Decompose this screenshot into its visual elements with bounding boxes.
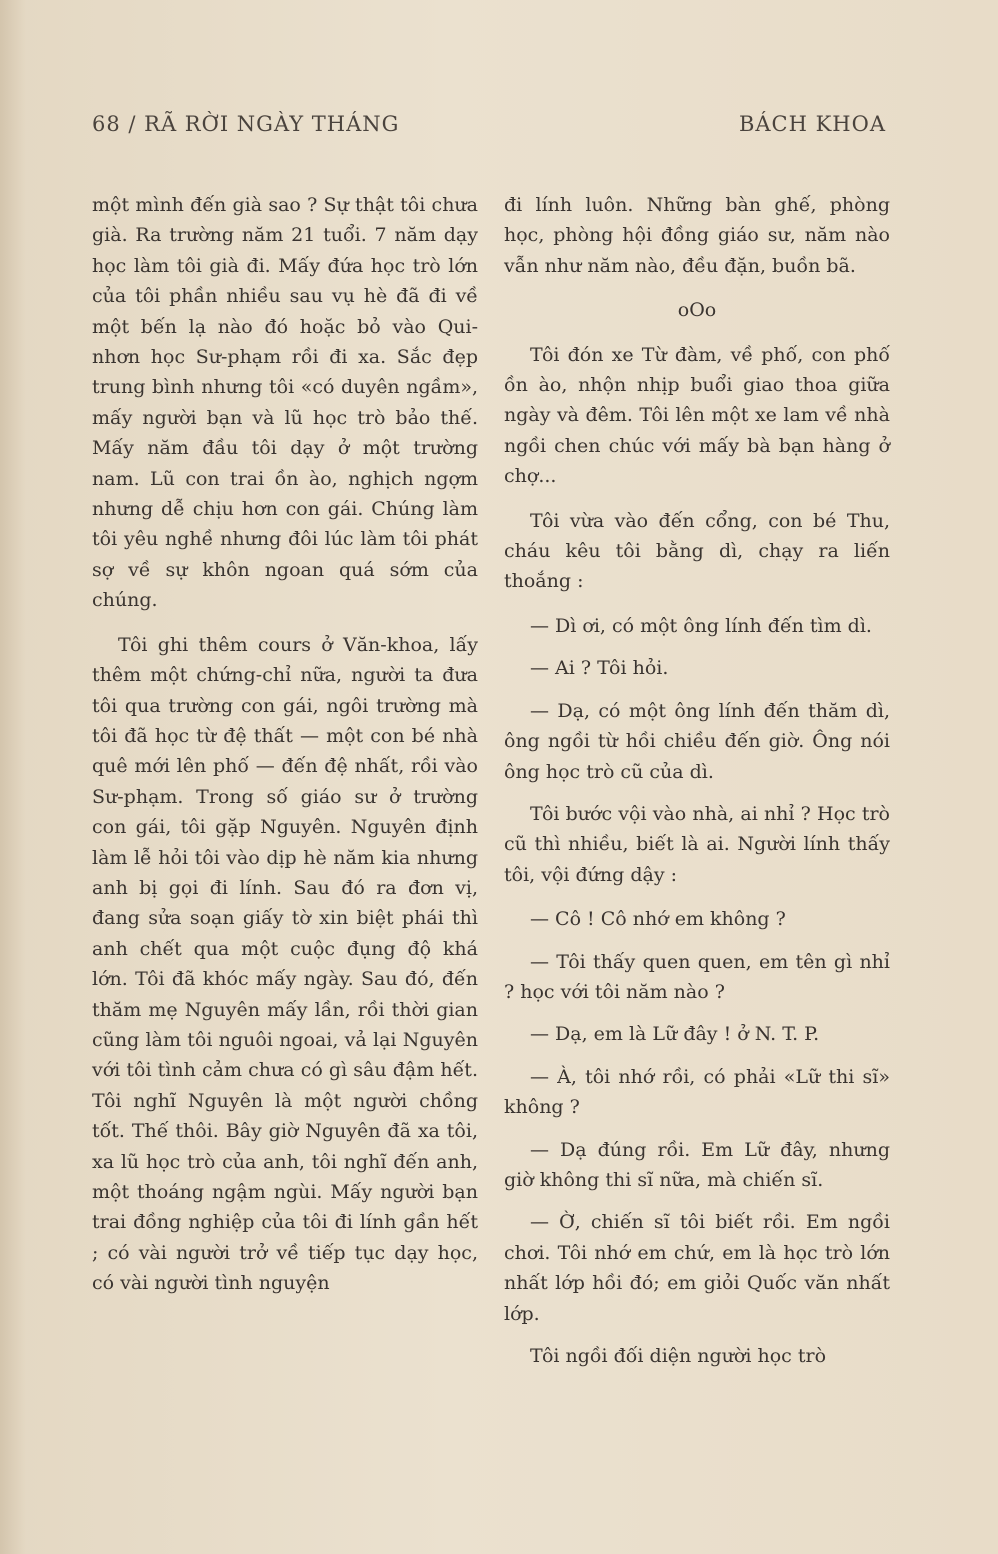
section-separator: oOo [677,299,717,322]
right-text-column [504,190,890,1385]
paragraph: Tôi ghi thêm cours ở Văn-khoa, lấy thêm một chứng-chỉ nữa, người ta đưa tôi qua trường con gái, ngôi trường mà tôi đã học từ đệ thất — một con bé nhà quê mới lên phố — đến đệ nhất, rồi vào Sư-phạm. Trong số giáo sư ở trường con gái, tôi gặp Nguyên. Nguyên định làm lễ hỏi tôi vào dịp hè năm kia nhưng anh bị gọi đi lính. Sau đó ra đơn vị, đang sửa soạn giấy tờ xin biệt phái thì anh chết qua một cuộc đụng độ khá lớn. Tôi đã khóc mấy ngày. Sau đó, đến thăm mẹ Nguyên mấy lần, rồi thời gian cũng làm tôi nguôi ngoai, vả lại Nguyên với tôi tình cảm chưa có gì sâu đậm hết. Tôi nghĩ Nguyên là một người chồng tốt. Thế thôi. Bây giờ Nguyên đã xa tôi, xa lũ học trò của anh, tôi nghĩ đến anh, một thoáng ngậm ngùi. Mấy người bạn trai đồng nghiệp của tôi đi lính gần hết ; có vài người trở về tiếp tục dạy học, có vài người tình nguyện [92,633,478,1295]
header-magazine-name: BÁCH KHOA [738,112,886,136]
dialogue-line: — Tôi thấy quen quen, em tên gì nhỉ ? học với tôi năm nào ? [504,950,890,1003]
dialogue-line: — Dì ơi, có một ông lính đến tìm dì. [530,614,872,637]
header-page-title: 68 / RÃ RỜI NGÀY THÁNG [92,112,400,136]
paragraph: Tôi vừa vào đến cổng, con bé Thu, cháu kêu tôi bằng dì, chạy ra liến thoắng : [504,509,890,593]
dialogue-line: — Cô ! Cô nhớ em không ? [530,908,786,931]
dialogue-line: — Dạ, em là Lữ đây ! ở N. T. P. [530,1023,820,1046]
left-text-column [92,190,478,1313]
paragraph: Tôi ngồi đối diện người học trò [530,1345,827,1367]
dialogue-line: — À, tôi nhớ rồi, có phải «Lữ thi sĩ» không ? [504,1065,890,1119]
paragraph: Tôi đón xe Từ đàm, về phố, con phố ồn ào, nhộn nhịp buổi giao thoa giữa ngày và đêm. Tôi lên một xe lam về nhà ngồi chen chúc với mấy bà bạn hàng ở chợ... [504,343,890,488]
paragraph: đi lính luôn. Những bàn ghế, phòng học, phòng hội đồng giáo sư, năm nào vẫn như năm nào, đều đặn, buồn bã. [504,194,890,277]
dialogue-line: — Ờ, chiến sĩ tôi biết rồi. Em ngồi chơi. Tôi nhớ em chứ, em là học trò lớn nhất lớp hồi đó; em giỏi Quốc văn nhất lớp. [504,1211,890,1325]
paragraph: Tôi bước vội vào nhà, ai nhỉ ? Học trò cũ thì nhiều, biết là ai. Người lính thấy tôi, vội đứng dậy : [504,802,890,886]
running-header [92,112,886,136]
page-fold-shadow [0,0,26,1554]
dialogue-line: — Dạ đúng rồi. Em Lữ đây, nhưng giờ không thi sĩ nữa, mà chiến sĩ. [504,1138,890,1191]
paragraph: một mình đến già sao ? Sự thật tôi chưa già. Ra trường năm 21 tuổi. 7 năm dạy học làm tôi già đi. Mấy đứa học trò lớn của tôi phần nhiều sau vụ hè đã đi về một bến lạ nào đó hoặc bỏ vào Qui-nhơn học Sư-phạm rồi đi xa. Sắc đẹp trung bình nhưng tôi «có duyên ngầm», mấy người bạn và lũ học trò bảo thế. Mấy năm đầu tôi dạy ở một trường nam. Lũ con trai ồn ào, nghịch ngợm nhưng dễ chịu hơn con gái. Chúng làm tôi yêu nghề nhưng đôi lúc làm tôi phát sợ về sự khôn ngoan quá sớm của chúng. [92,194,478,612]
dialogue-line: — Ai ? Tôi hỏi. [530,657,669,680]
dialogue-line: — Dạ, có một ông lính đến thăm dì, ông ngồi từ hồi chiều đến giờ. Ông nói ông học trò cũ của dì. [504,699,890,783]
